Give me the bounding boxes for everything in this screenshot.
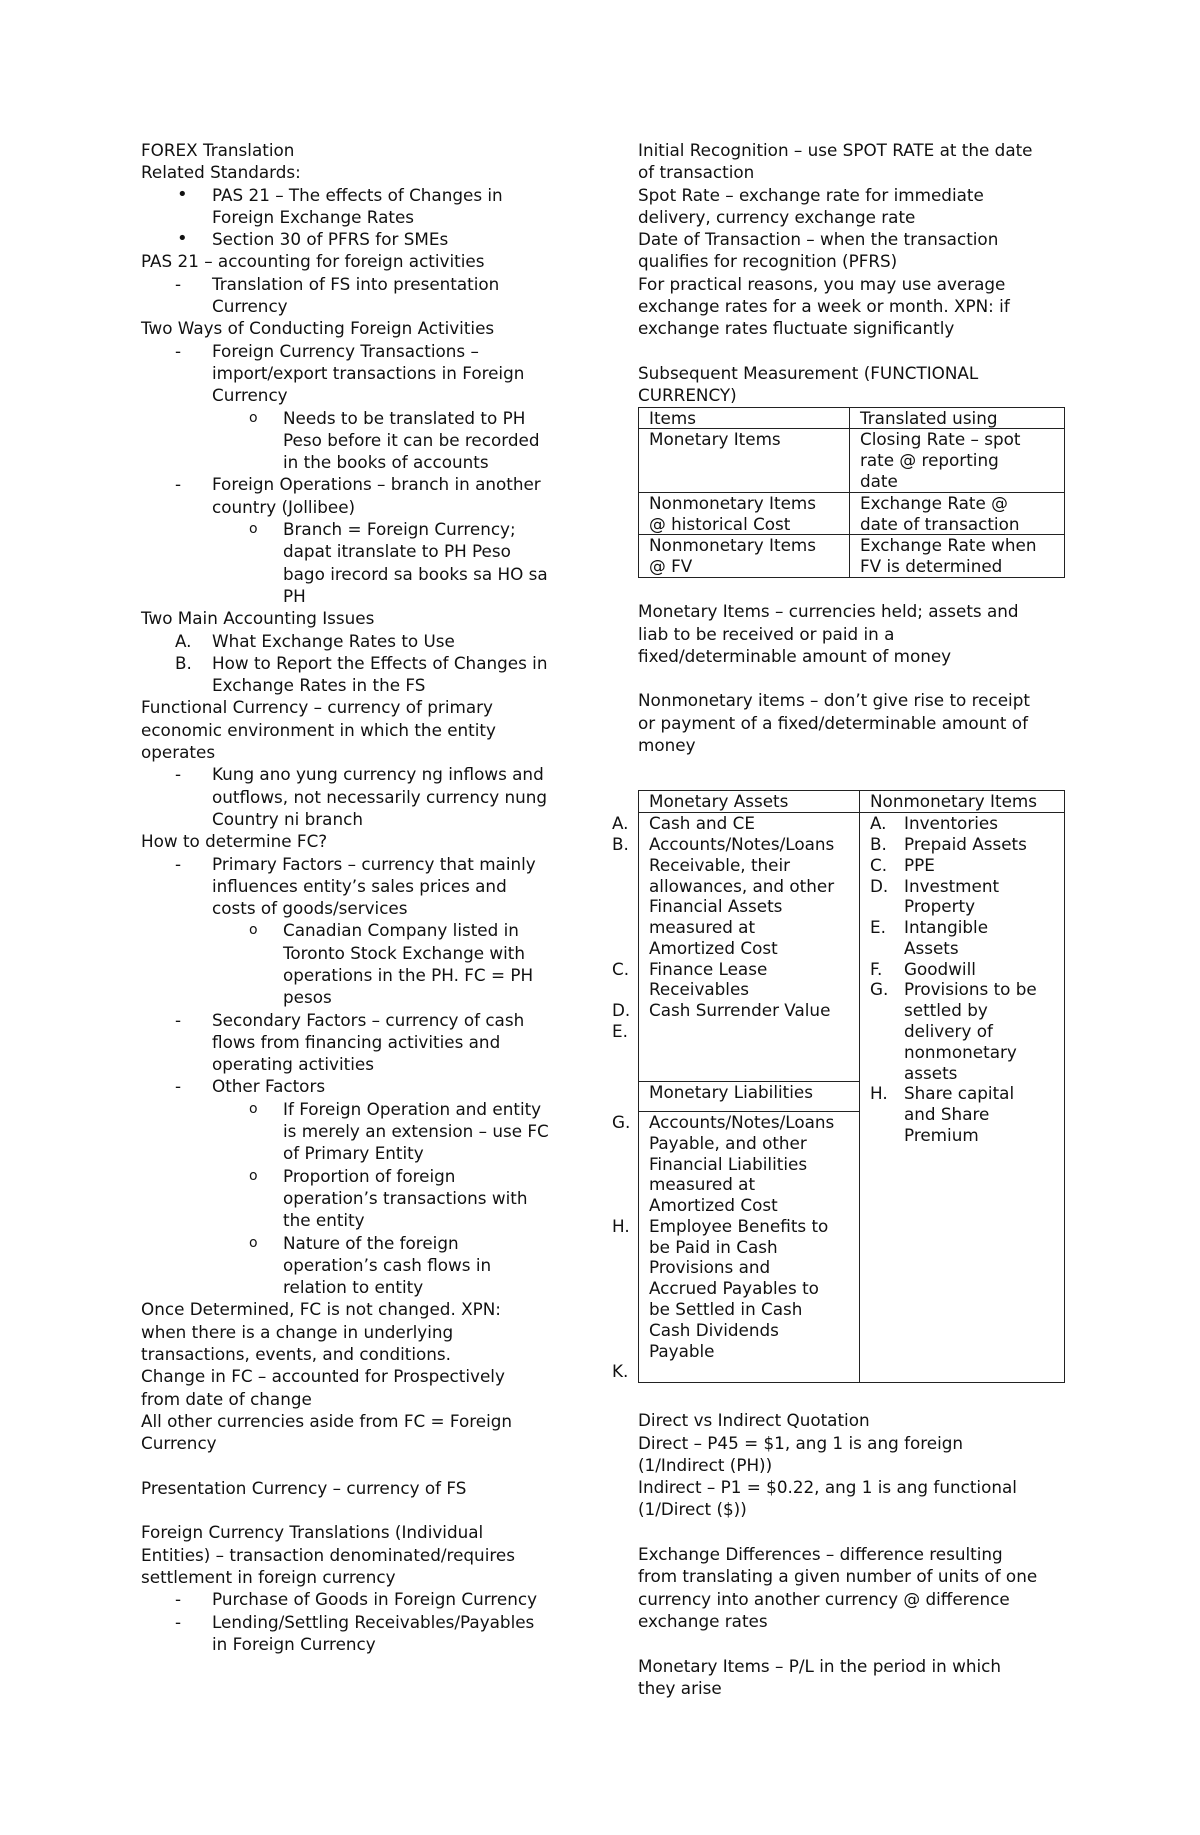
nonmonetary-items-cell — [860, 813, 1065, 1383]
paragraph-line: Monetary Items – currencies held; assets and — [638, 601, 1019, 622]
lettered-item — [612, 813, 849, 834]
item-line: Prepaid Assets — [904, 833, 1027, 854]
right-column — [612, 139, 1068, 1699]
circle-item-cont: operations in the PH. FC = PH — [283, 964, 534, 985]
lettered-item — [870, 959, 1054, 980]
item-letter: D. — [612, 1000, 631, 1021]
item-letter: B. — [870, 833, 887, 854]
paragraph-line: Initial Recognition – use SPOT RATE at the date — [638, 140, 1033, 160]
item-line: and Share — [904, 1104, 990, 1125]
item-line: Premium — [904, 1125, 979, 1146]
table-row — [639, 535, 1065, 578]
paragraph-line: from date of change — [141, 1388, 312, 1409]
item-letter: E. — [612, 1021, 628, 1042]
dash-item: - Foreign Currency Transactions – — [175, 340, 479, 361]
item-line: Provisions and — [649, 1257, 771, 1278]
dash-item: - Purchase of Goods in Foreign Currency — [175, 1589, 538, 1610]
table-row — [639, 429, 1065, 492]
dash-item: - Foreign Operations – branch in another — [175, 474, 541, 495]
circle-item-cont: PH — [283, 585, 306, 606]
item-line: Payable, and other — [649, 1132, 807, 1153]
paragraph-line: settlement in foreign currency — [141, 1567, 396, 1587]
functional-currency-def: operates — [141, 742, 216, 763]
table-subheader-cell: Monetary Liabilities — [639, 1082, 860, 1112]
dash-item-cont: import/export transactions in Foreign — [212, 362, 525, 383]
circle-item-cont: Peso before it can be recorded — [283, 429, 540, 450]
circle-item: o Canadian Company listed in — [249, 920, 519, 941]
dash-item: - Lending/Settling Receivables/Payables — [175, 1611, 535, 1632]
item-line: Assets — [904, 937, 959, 958]
table-cell: Nonmonetary Items @ FV — [639, 535, 850, 578]
circle-item-cont: relation to entity — [283, 1277, 424, 1298]
item-line: settled by — [904, 1000, 988, 1021]
item-letter: D. — [870, 875, 889, 896]
paragraph-line: of transaction — [638, 162, 755, 183]
bullet-item: • PAS 21 – The effects of Changes in — [177, 183, 503, 205]
item-line: Provisions to be — [904, 979, 1037, 1000]
item-line: Share capital — [904, 1083, 1015, 1104]
item-line: nonmonetary — [904, 1041, 1017, 1062]
item-line: Goodwill — [904, 958, 976, 979]
item-line: delivery of — [904, 1021, 993, 1042]
paragraph-line: Foreign Currency Translations (Individual — [141, 1522, 484, 1543]
left-column — [141, 139, 571, 1655]
table-cell: Monetary Items — [639, 429, 850, 492]
circle-item-cont: of Primary Entity — [283, 1143, 424, 1164]
item-line: allowances, and other — [649, 875, 835, 896]
paragraph-line: (1/Direct ($)) — [638, 1499, 747, 1520]
paragraph-line: Exchange Differences – difference resulting — [638, 1544, 1003, 1565]
lettered-item — [612, 1111, 849, 1216]
lettered-item: B. How to Report the Effects of Changes in — [175, 652, 548, 673]
table-cell: Exchange Rate @ date of transaction — [850, 492, 1065, 535]
item-line: assets — [904, 1062, 958, 1083]
paragraph-line: qualifies for recognition (PFRS) — [638, 251, 898, 272]
item-letter: H. — [870, 1083, 888, 1104]
dash-item-cont: outflows, not necessarily currency nung — [212, 786, 548, 807]
item-line: be Settled in Cash — [649, 1299, 803, 1320]
bullet-item-cont: Foreign Exchange Rates — [212, 206, 415, 227]
item-line: measured at — [649, 1174, 756, 1195]
item-line: Inventories — [904, 813, 998, 834]
lettered-item — [870, 813, 1054, 834]
circle-item-cont: operation’s cash flows in — [283, 1254, 492, 1275]
dash-item: - Translation of FS into presentation — [175, 273, 500, 294]
subsequent-measurement-heading: Subsequent Measurement (FUNCTIONAL — [638, 362, 979, 383]
quotation-heading: Direct vs Indirect Quotation — [638, 1410, 870, 1431]
item-letter: K. — [612, 1361, 629, 1382]
lettered-item — [870, 834, 1054, 855]
paragraph-line: Nonmonetary items – don’t give rise to receipt — [638, 690, 1030, 711]
table-row — [639, 492, 1065, 535]
dash-item-cont: influences entity’s sales prices and — [212, 875, 507, 896]
item-line: Cash Surrender Value — [649, 1000, 831, 1021]
monetary-nonmonetary-table — [612, 790, 1065, 1383]
item-line: Receivables — [649, 979, 750, 1000]
item-line: measured at — [649, 917, 756, 938]
lettered-item: A. What Exchange Rates to Use — [175, 630, 455, 651]
table-header-row — [639, 791, 1065, 813]
item-line: Financial Assets — [649, 896, 783, 917]
paragraph-line: or payment of a fixed/determinable amount of — [638, 712, 1028, 733]
item-line: Accounts/Notes/Loans — [649, 833, 835, 854]
paragraph-line: For practical reasons, you may use average — [638, 273, 1006, 294]
lettered-item — [612, 1215, 849, 1362]
paragraph-line: Spot Rate – exchange rate for immediate — [638, 184, 984, 205]
item-line: Intangible — [904, 917, 989, 938]
table-cell: Exchange Rate when FV is determined — [850, 535, 1065, 578]
paragraph-line: Monetary Items – P/L in the period in which — [638, 1655, 1002, 1676]
item-line: Accrued Payables to — [649, 1278, 819, 1299]
circle-item-cont: in the books of accounts — [283, 452, 489, 473]
lettered-item — [612, 958, 849, 1001]
doc-title: FOREX Translation — [141, 140, 295, 160]
paragraph-line: fixed/determinable amount of money — [638, 645, 952, 666]
circle-item: o Branch = Foreign Currency; — [249, 519, 516, 540]
circle-item-cont: dapat itranslate to PH Peso — [283, 541, 511, 562]
item-letter: F. — [870, 958, 883, 979]
lettered-item — [612, 1361, 849, 1382]
bullet-item: • Section 30 of PFRS for SMEs — [177, 228, 449, 250]
paragraph-line: Direct – P45 = $1, ang 1 is ang foreign — [638, 1432, 964, 1453]
how-heading: How to determine FC? — [141, 831, 328, 852]
item-letter: C. — [612, 958, 630, 979]
table-header-cell: Monetary Assets — [639, 791, 860, 813]
item-letter: G. — [870, 979, 889, 1000]
item-line: Payable — [649, 1340, 715, 1361]
dash-item-cont: Currency — [212, 296, 288, 317]
lettered-item — [612, 1021, 849, 1042]
dash-item: - Primary Factors – currency that mainly — [175, 853, 536, 874]
paragraph-line: delivery, currency exchange rate — [638, 206, 916, 227]
presentation-currency-def: Presentation Currency – currency of FS — [141, 1477, 467, 1498]
paragraph-line: Entities) – transaction denominated/requires — [141, 1544, 515, 1565]
dash-item-cont: flows from financing activities and — [212, 1031, 501, 1052]
related-standards-heading: Related Standards: — [141, 162, 301, 183]
paragraph-line: exchange rates — [638, 1610, 768, 1631]
lettered-item — [870, 876, 1054, 918]
lettered-item — [870, 855, 1054, 876]
circle-item: o Nature of the foreign — [249, 1232, 459, 1253]
paragraph-line: (1/Indirect (PH)) — [638, 1454, 773, 1475]
table-header-cell: Items — [639, 407, 850, 429]
dash-item-cont: operating activities — [212, 1054, 374, 1075]
item-line: Accounts/Notes/Loans — [649, 1111, 835, 1132]
item-line: Receivable, their — [649, 854, 791, 875]
dash-item: - Kung ano yung currency ng inflows and — [175, 764, 544, 785]
circle-item-cont: operation’s transactions with — [283, 1187, 528, 1208]
dash-item: - Secondary Factors – currency of cash — [175, 1009, 525, 1030]
item-line: be Paid in Cash — [649, 1236, 778, 1257]
two-ways-heading: Two Ways of Conducting Foreign Activities — [141, 318, 495, 339]
item-letter: B. — [612, 833, 629, 854]
item-line: PPE — [904, 854, 935, 875]
monetary-liabilities-cell — [612, 1111, 860, 1382]
lettered-item — [870, 917, 1054, 959]
circle-item: o Needs to be translated to PH — [249, 407, 526, 428]
table-row — [639, 813, 1065, 1082]
item-line — [649, 1021, 849, 1042]
paragraph-line: they arise — [638, 1677, 722, 1698]
paragraph-line: Change in FC – accounted for Prospectively — [141, 1366, 505, 1387]
item-line — [649, 1361, 849, 1382]
table-cell: Closing Rate – spot rate @ reporting date — [850, 429, 1065, 492]
item-line: Amortized Cost — [649, 937, 778, 958]
circle-item-cont: the entity — [283, 1210, 365, 1231]
dash-item-cont: Country ni branch — [212, 808, 363, 829]
functional-currency-def: economic environment in which the entity — [141, 719, 496, 740]
paragraph-line: money — [638, 735, 696, 756]
paragraph-line: exchange rates fluctuate significantly — [638, 318, 955, 339]
functional-currency-def: Functional Currency – currency of primary — [141, 697, 493, 718]
paragraph-line: currency into another currency @ difference — [638, 1588, 1010, 1609]
table-header-cell: Translated using — [850, 407, 1065, 429]
item-line: Amortized Cost — [649, 1195, 778, 1216]
circle-item-cont: bago irecord sa books sa HO sa — [283, 563, 548, 584]
dash-item: - Other Factors — [175, 1076, 326, 1097]
item-letter: H. — [612, 1215, 630, 1236]
item-line: Property — [904, 896, 976, 917]
paragraph-line: when there is a change in underlying — [141, 1321, 454, 1342]
dash-item-cont: country (Jollibee) — [212, 496, 356, 517]
circle-item-cont: Toronto Stock Exchange with — [283, 942, 525, 963]
table-header-row — [639, 407, 1065, 429]
dash-item-cont: Currency — [212, 385, 288, 406]
subsequent-measurement-heading: CURRENCY) — [638, 385, 737, 406]
issues-heading: Two Main Accounting Issues — [141, 608, 375, 629]
circle-item: o Proportion of foreign — [249, 1165, 456, 1186]
item-letter: E. — [870, 917, 886, 938]
paragraph-line: transactions, events, and conditions. — [141, 1344, 451, 1365]
item-line: Cash and CE — [649, 813, 755, 834]
item-letter: C. — [870, 854, 888, 875]
paragraph-line: Once Determined, FC is not changed. XPN: — [141, 1299, 501, 1320]
paragraph-line: liab to be received or paid in a — [638, 623, 895, 644]
item-line: Finance Lease — [649, 958, 768, 979]
item-line: Employee Benefits to — [649, 1215, 829, 1236]
item-line: Cash Dividends — [649, 1319, 779, 1340]
circle-item-cont: pesos — [283, 987, 332, 1008]
circle-item-cont: is merely an extension – use FC — [283, 1121, 549, 1142]
measurement-table — [638, 407, 1065, 578]
lettered-item — [612, 1000, 849, 1021]
circle-item: o If Foreign Operation and entity — [249, 1098, 542, 1119]
dash-item-cont: in Foreign Currency — [212, 1633, 376, 1654]
dash-item-cont: costs of goods/services — [212, 898, 408, 919]
paragraph-line: Currency — [141, 1433, 217, 1454]
item-letter: A. — [870, 813, 887, 834]
item-letter: G. — [612, 1111, 631, 1132]
table-header-cell: Nonmonetary Items — [860, 791, 1065, 813]
lettered-item-cont: Exchange Rates in the FS — [212, 675, 426, 696]
item-line: Investment — [904, 875, 1000, 896]
lettered-item — [870, 1083, 1054, 1145]
monetary-assets-cell — [612, 813, 860, 1082]
pas21-line: PAS 21 – accounting for foreign activities — [141, 251, 485, 272]
item-line: Financial Liabilities — [649, 1153, 808, 1174]
item-letter: A. — [612, 813, 629, 834]
paragraph-line: All other currencies aside from FC = Foreign — [141, 1410, 513, 1431]
paragraph-line: exchange rates for a week or month. XPN: if — [638, 296, 1010, 317]
paragraph-line: from translating a given number of units of one — [638, 1566, 1038, 1587]
lettered-item — [870, 979, 1054, 1083]
paragraph-line: Indirect – P1 = $0.22, ang 1 is ang functional — [638, 1477, 1017, 1498]
lettered-item — [612, 833, 849, 959]
paragraph-line: Date of Transaction – when the transaction — [638, 229, 999, 250]
table-cell: Nonmonetary Items @ historical Cost — [639, 492, 850, 535]
